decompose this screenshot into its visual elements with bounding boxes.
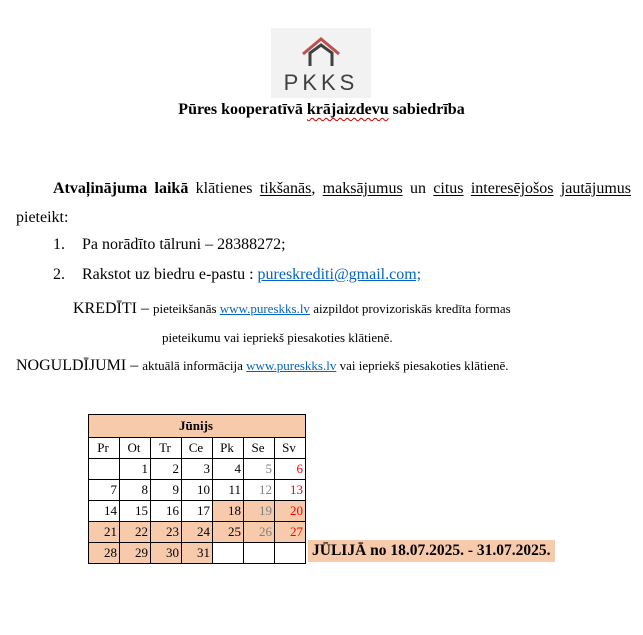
intro-paragraph [16, 174, 631, 232]
list-text: Rakstot uz biedru e-pastu : [82, 266, 258, 283]
calendar-day: 11 [213, 480, 244, 501]
noguldijumi-text: aktuālā informācija [142, 358, 247, 373]
calendar-day-highlighted: 28 [89, 543, 120, 564]
calendar-day: 2 [151, 459, 182, 480]
title-part-spellcheck: krājaizdevu [306, 101, 389, 118]
calendar-day: 17 [182, 501, 213, 522]
calendar-day: 8 [120, 480, 151, 501]
intro-underlined: citus [433, 180, 464, 197]
weekday-label: Pr [89, 438, 120, 459]
noguldijumi-text: vai iepriekš piesakoties klātienē. [336, 358, 509, 373]
calendar-day-saturday-highlighted: 19 [244, 501, 275, 522]
calendar-day-highlighted: 24 [182, 522, 213, 543]
weekday-label: Sv [275, 438, 306, 459]
intro-text: klātienes [188, 180, 260, 197]
calendar-day-highlighted: 23 [151, 522, 182, 543]
noguldijumi-website-link[interactable]: www.pureskks.lv [246, 358, 337, 373]
noguldijumi-line [16, 357, 509, 375]
calendar-day: 3 [182, 459, 213, 480]
logo-text: PKKS [283, 70, 359, 95]
intro-underlined: interesējošos [470, 180, 554, 197]
calendar-week-row [89, 501, 306, 522]
calendar-day-saturday: 12 [244, 480, 275, 501]
intro-underlined: tikšanās [259, 180, 312, 197]
calendar-day-sunday-highlighted: 27 [275, 522, 306, 543]
calendar-day-empty [213, 543, 244, 564]
calendar-day: 4 [213, 459, 244, 480]
calendar-day-highlighted: 25 [213, 522, 244, 543]
calendar-day: 14 [89, 501, 120, 522]
intro-underlined: jautājumus [560, 180, 632, 197]
calendar-day-highlighted: 30 [151, 543, 182, 564]
pkks-logo [271, 28, 371, 98]
june-calendar [88, 414, 306, 564]
krediti-website-link[interactable]: www.pureskks.lv [219, 301, 310, 316]
calendar-day-saturday-highlighted: 26 [244, 522, 275, 543]
calendar-day-highlighted: 31 [182, 543, 213, 564]
weekday-label: Ot [120, 438, 151, 459]
calendar-week-row [89, 543, 306, 564]
krediti-line-2: pieteikumu vai iepriekš piesakoties klātienē. [162, 330, 393, 345]
calendar-day-saturday: 5 [244, 459, 275, 480]
calendar-day-empty [275, 543, 306, 564]
list-number: 1. [53, 236, 65, 253]
organization-title [0, 101, 643, 119]
intro-text [553, 180, 560, 197]
weekday-label: Ce [182, 438, 213, 459]
calendar-day-sunday: 13 [275, 480, 306, 501]
calendar-day: 9 [151, 480, 182, 501]
calendar-day: 15 [120, 501, 151, 522]
list-item-email [53, 266, 421, 284]
intro-underlined: maksājumus [322, 180, 403, 197]
intro-text: pieteikt: [16, 209, 69, 226]
noguldijumi-label: NOGULDĪJUMI [16, 357, 127, 374]
intro-lead: Atvaļinājuma laikā [53, 180, 189, 197]
calendar-day-empty [244, 543, 275, 564]
calendar-week-row [89, 522, 306, 543]
calendar-day: 10 [182, 480, 213, 501]
calendar-day-sunday-highlighted: 20 [275, 501, 306, 522]
july-note: JŪLIJĀ no 18.07.2025. - 31.07.2025. [308, 540, 555, 562]
weekday-label: Pk [213, 438, 244, 459]
calendar-day-highlighted: 22 [120, 522, 151, 543]
calendar-week-row [89, 459, 306, 480]
house-roof-icon [301, 36, 341, 70]
calendar-weekday-row [89, 438, 306, 459]
title-part: sabiedrība [388, 101, 465, 118]
calendar-month: Jūnijs [89, 415, 306, 438]
krediti-text: aizpildot provizoriskās kredīta formas [309, 301, 511, 316]
email-link[interactable]: pureskrediti@gmail.com; [257, 266, 422, 283]
list-number: 2. [53, 266, 65, 283]
intro-text [464, 180, 471, 197]
intro-text: , [311, 180, 323, 197]
dash: – [136, 300, 153, 317]
calendar-day-highlighted: 18 [213, 501, 244, 522]
list-text: Pa norādīto tālruni – 28388272; [82, 236, 286, 253]
calendar-week-row [89, 480, 306, 501]
weekday-label: Se [244, 438, 275, 459]
calendar-day: 16 [151, 501, 182, 522]
dash: – [126, 357, 143, 374]
title-part: Pūres kooperatīvā [178, 101, 307, 118]
weekday-label: Tr [151, 438, 182, 459]
krediti-label: KREDĪTI [73, 300, 137, 317]
calendar-day [89, 459, 120, 480]
calendar-day-sunday: 6 [275, 459, 306, 480]
intro-text: un [402, 180, 434, 197]
list-item-phone [53, 236, 286, 254]
krediti-text: pieteikšanās [152, 301, 220, 316]
calendar-day-highlighted: 29 [120, 543, 151, 564]
calendar-day: 1 [120, 459, 151, 480]
calendar-day: 7 [89, 480, 120, 501]
calendar-day-highlighted: 21 [89, 522, 120, 543]
krediti-line [73, 300, 511, 318]
